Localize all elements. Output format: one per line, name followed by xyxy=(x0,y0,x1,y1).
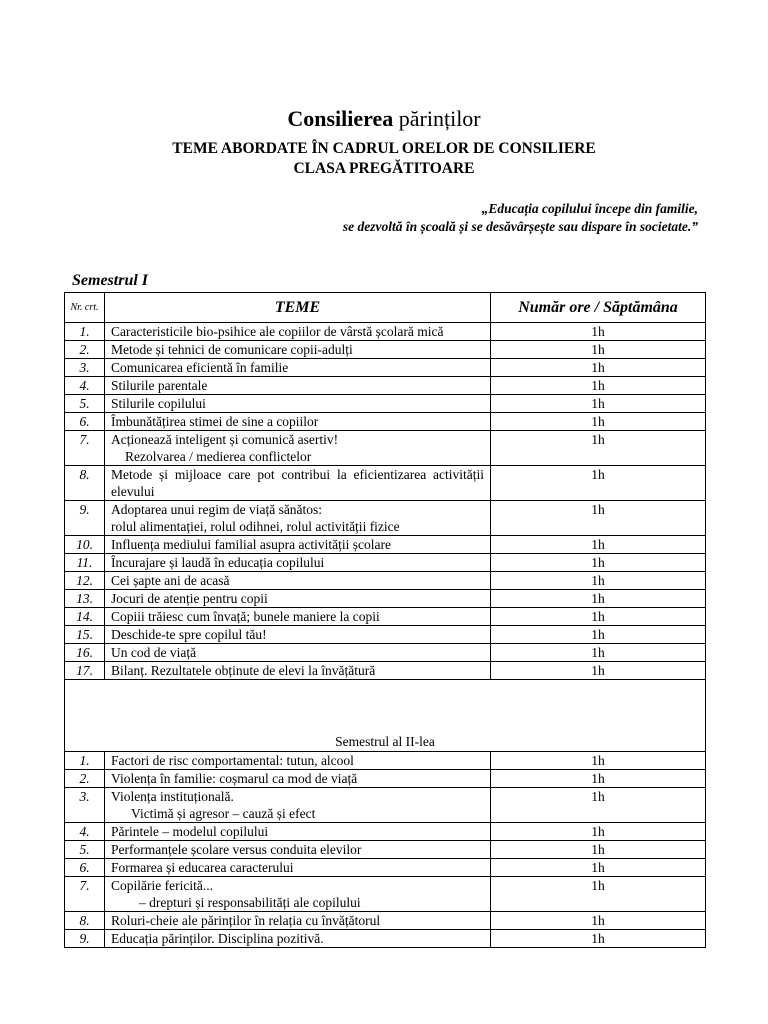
row-hours: 1h xyxy=(491,341,706,359)
semester-2-separator xyxy=(65,680,706,752)
row-hours: 1h xyxy=(491,608,706,626)
row-topic-subtext: – drepturi și responsabilități ale copilului xyxy=(139,895,361,910)
row-hours: 1h xyxy=(491,912,706,930)
semester-1-rows xyxy=(65,323,706,680)
row-topic-text: Îmbunătățirea stimei de sine a copiilor xyxy=(111,414,319,429)
row-number: 11. xyxy=(65,554,105,572)
row-topic xyxy=(105,770,491,788)
table-row xyxy=(65,359,706,377)
table-row xyxy=(65,554,706,572)
row-topic-text: Încurajare și laudă în educația copilului xyxy=(111,555,325,570)
row-hours: 1h xyxy=(491,626,706,644)
row-number: 14. xyxy=(65,608,105,626)
table-row xyxy=(65,431,706,466)
row-topic xyxy=(105,572,491,590)
row-hours: 1h xyxy=(491,930,706,948)
subtitle-class: CLASA PREGĂTITOARE xyxy=(293,160,475,177)
row-hours: 1h xyxy=(491,644,706,662)
row-number: 4. xyxy=(65,823,105,841)
row-topic xyxy=(105,662,491,680)
table-row xyxy=(65,912,706,930)
row-number: 7. xyxy=(65,877,105,912)
table-row xyxy=(65,752,706,770)
row-topic xyxy=(105,501,491,536)
row-topic-text: Stilurile copilului xyxy=(111,396,206,411)
row-number: 13. xyxy=(65,590,105,608)
row-topic xyxy=(105,608,491,626)
row-number: 9. xyxy=(65,501,105,536)
row-topic-text: Comunicarea eficientă în familie xyxy=(111,360,289,375)
row-topic-subtext: rolul alimentației, rolul odihnei, rolul activității fizice xyxy=(111,519,400,534)
row-hours: 1h xyxy=(491,323,706,341)
page-title-bold: Consilierea xyxy=(287,106,394,131)
row-topic-text: Bilanț. Rezultatele obținute de elevi la învățătură xyxy=(111,663,376,678)
row-number: 5. xyxy=(65,841,105,859)
row-topic xyxy=(105,788,491,823)
table-header-row xyxy=(65,293,706,323)
row-topic-text: Caracteristicile bio-psihice ale copiilor de vârstă școlară mică xyxy=(111,324,444,339)
table-row xyxy=(65,572,706,590)
row-number: 4. xyxy=(65,377,105,395)
subtitle-themes: TEME ABORDATE ÎN CADRUL ORELOR DE CONSILIERE xyxy=(172,140,596,157)
row-topic-text: Jocuri de atenție pentru copii xyxy=(111,591,268,606)
table-row xyxy=(65,859,706,877)
row-hours: 1h xyxy=(491,788,706,823)
row-number: 5. xyxy=(65,395,105,413)
row-number: 2. xyxy=(65,770,105,788)
row-topic xyxy=(105,752,491,770)
row-number: 1. xyxy=(65,323,105,341)
row-hours: 1h xyxy=(491,536,706,554)
col-header-ore: Număr ore / Săptămâna xyxy=(491,293,706,323)
semester-1-label: Semestrul I xyxy=(72,272,149,289)
col-header-nr: Nr. crt. xyxy=(65,293,105,323)
row-hours: 1h xyxy=(491,841,706,859)
table-row xyxy=(65,501,706,536)
row-number: 7. xyxy=(65,431,105,466)
row-hours: 1h xyxy=(491,859,706,877)
row-hours: 1h xyxy=(491,431,706,466)
row-number: 8. xyxy=(65,466,105,501)
row-hours: 1h xyxy=(491,359,706,377)
row-topic xyxy=(105,912,491,930)
row-topic-text: Formarea și educarea caracterului xyxy=(111,860,294,875)
row-topic-subtext: Rezolvarea / medierea conflictelor xyxy=(125,449,312,464)
topics-table xyxy=(64,292,706,948)
row-topic xyxy=(105,323,491,341)
row-number: 10. xyxy=(65,536,105,554)
row-number: 6. xyxy=(65,413,105,431)
row-topic-text: Deschide-te spre copilul tău! xyxy=(111,627,267,642)
quote-line-1: „Educația copilului începe din familie, xyxy=(481,201,698,216)
row-number: 8. xyxy=(65,912,105,930)
row-hours: 1h xyxy=(491,823,706,841)
row-topic-text: Violența instituțională. xyxy=(111,789,234,804)
row-hours: 1h xyxy=(491,770,706,788)
table-row xyxy=(65,395,706,413)
row-number: 17. xyxy=(65,662,105,680)
row-topic xyxy=(105,431,491,466)
row-topic-text: Acționează inteligent și comunică asertiv! xyxy=(111,432,339,447)
row-topic xyxy=(105,859,491,877)
row-hours: 1h xyxy=(491,877,706,912)
col-header-teme: TEME xyxy=(105,293,491,323)
row-topic-subtext: Victimă și agresor – cauză și efect xyxy=(131,806,316,821)
row-topic-text: Metode și tehnici de comunicare copii-adulți xyxy=(111,342,353,357)
table-row xyxy=(65,788,706,823)
table-row xyxy=(65,823,706,841)
row-number: 15. xyxy=(65,626,105,644)
row-topic-text: Stilurile parentale xyxy=(111,378,208,393)
row-hours: 1h xyxy=(491,554,706,572)
table-row xyxy=(65,536,706,554)
row-topic xyxy=(105,395,491,413)
table-row xyxy=(65,341,706,359)
table-row xyxy=(65,930,706,948)
row-topic xyxy=(105,413,491,431)
row-number: 6. xyxy=(65,859,105,877)
row-hours: 1h xyxy=(491,413,706,431)
table-row xyxy=(65,877,706,912)
semester-2-label: Semestrul al II-lea xyxy=(65,680,706,752)
row-topic xyxy=(105,841,491,859)
table-row xyxy=(65,323,706,341)
row-topic xyxy=(105,930,491,948)
row-topic xyxy=(105,554,491,572)
page-title xyxy=(0,104,768,134)
table-row xyxy=(65,626,706,644)
row-number: 3. xyxy=(65,788,105,823)
row-topic-text: Violența în familie: coșmarul ca mod de viață xyxy=(111,771,358,786)
row-hours: 1h xyxy=(491,752,706,770)
row-topic-text: Părintele – modelul copilului xyxy=(111,824,269,839)
row-hours: 1h xyxy=(491,590,706,608)
table-row xyxy=(65,466,706,501)
row-topic xyxy=(105,341,491,359)
table-row xyxy=(65,770,706,788)
row-topic-text: Metode și mijloace care pot contribui la eficientizarea activității elevului xyxy=(111,467,484,499)
row-number: 12. xyxy=(65,572,105,590)
row-number: 16. xyxy=(65,644,105,662)
row-topic xyxy=(105,536,491,554)
row-number: 3. xyxy=(65,359,105,377)
row-topic xyxy=(105,590,491,608)
table-row xyxy=(65,413,706,431)
semester-2-heading-row xyxy=(65,680,706,752)
row-hours: 1h xyxy=(491,466,706,501)
page-title-rest: părinților xyxy=(398,106,481,131)
semester-2-rows xyxy=(65,752,706,948)
row-hours: 1h xyxy=(491,395,706,413)
row-topic-text: Un cod de viață xyxy=(111,645,197,660)
row-topic-text: Copiii trăiesc cum învață; bunele maniere la copii xyxy=(111,609,380,624)
table-row xyxy=(65,644,706,662)
row-topic xyxy=(105,644,491,662)
quote-line-2: se dezvoltă în școală și se desăvârșește sau dispare în societate.” xyxy=(342,219,698,234)
table-row xyxy=(65,377,706,395)
row-topic-text: Educația părinților. Disciplina pozitivă. xyxy=(111,931,324,946)
row-topic xyxy=(105,466,491,501)
row-hours: 1h xyxy=(491,572,706,590)
row-number: 9. xyxy=(65,930,105,948)
row-topic-text: Copilărie fericită... xyxy=(111,878,213,893)
row-topic xyxy=(105,626,491,644)
row-topic xyxy=(105,877,491,912)
row-hours: 1h xyxy=(491,377,706,395)
row-topic-text: Factori de risc comportamental: tutun, alcool xyxy=(111,753,354,768)
table-row xyxy=(65,608,706,626)
row-hours: 1h xyxy=(491,501,706,536)
row-number: 2. xyxy=(65,341,105,359)
row-topic-text: Roluri-cheie ale părinților în relația cu învățătorul xyxy=(111,913,381,928)
row-topic-text: Influența mediului familial asupra activității școlare xyxy=(111,537,392,552)
row-topic xyxy=(105,377,491,395)
row-hours: 1h xyxy=(491,662,706,680)
row-topic xyxy=(105,823,491,841)
row-topic-text: Cei șapte ani de acasă xyxy=(111,573,230,588)
row-topic-text: Adoptarea unui regim de viață sănătos: xyxy=(111,502,323,517)
row-topic xyxy=(105,359,491,377)
row-number: 1. xyxy=(65,752,105,770)
table-row xyxy=(65,841,706,859)
table-row xyxy=(65,662,706,680)
row-topic-text: Performanțele școlare versus conduita elevilor xyxy=(111,842,362,857)
table-row xyxy=(65,590,706,608)
